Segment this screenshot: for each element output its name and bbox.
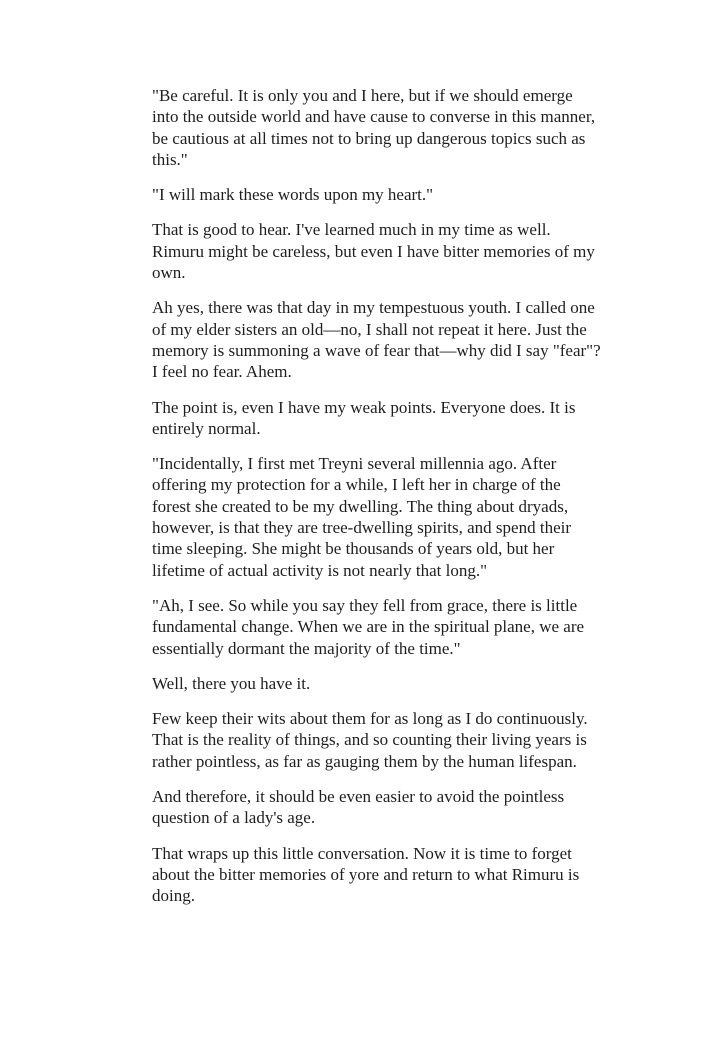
paragraph: "Be careful. It is only you and I here, but if we should emerge into the outside world and have cause to converse in this manner, be cautious at all times not to bring up dangerous topics such as this." (152, 86, 596, 169)
paragraph: "I will mark these words upon my heart." (152, 185, 434, 205)
body-text (152, 85, 602, 907)
paragraph: And therefore, it should be even easier to avoid the pointless question of a lady's age. (152, 787, 565, 828)
paragraph: That is good to hear. I've learned much in my time as well. Rimuru might be careless, but even I have bitter memories of my own. (152, 220, 595, 283)
paragraph: "Incidentally, I first met Treyni several millennia ago. After offering my protection for a while, I left her in charge of the forest she created to be my dwelling. The thing about dryads, however, is that they are tree-dwelling spirits, and spend their time sleeping. She might be thousands of years old, but her lifetime of actual activity is not nearly that long." (152, 454, 571, 580)
paragraph: Ah yes, there was that day in my tempestuous youth. I called one of my elder sisters an old—no, I shall not repeat it here. Just the memory is summoning a wave of fear that—why did I say "fear"? I feel no fear. Ahem. (152, 298, 601, 382)
paragraph: Few keep their wits about them for as long as I do continuously. That is the reality of things, and so counting their living years is rather pointless, as far as gauging them by the human lifespan. (152, 709, 588, 771)
paragraph: Well, there you have it. (152, 673, 311, 693)
paragraph: The point is, even I have my weak points. Everyone does. It is entirely normal. (152, 397, 576, 438)
paragraph: "Ah, I see. So while you say they fell from grace, there is little fundamental change. When we are in the spiritual plane, we are essentially dormant the majority of the time." (152, 595, 585, 658)
paragraph: That wraps up this little conversation. Now it is time to forget about the bitter memories of yore and return to what Rimuru is doing. (152, 843, 580, 906)
